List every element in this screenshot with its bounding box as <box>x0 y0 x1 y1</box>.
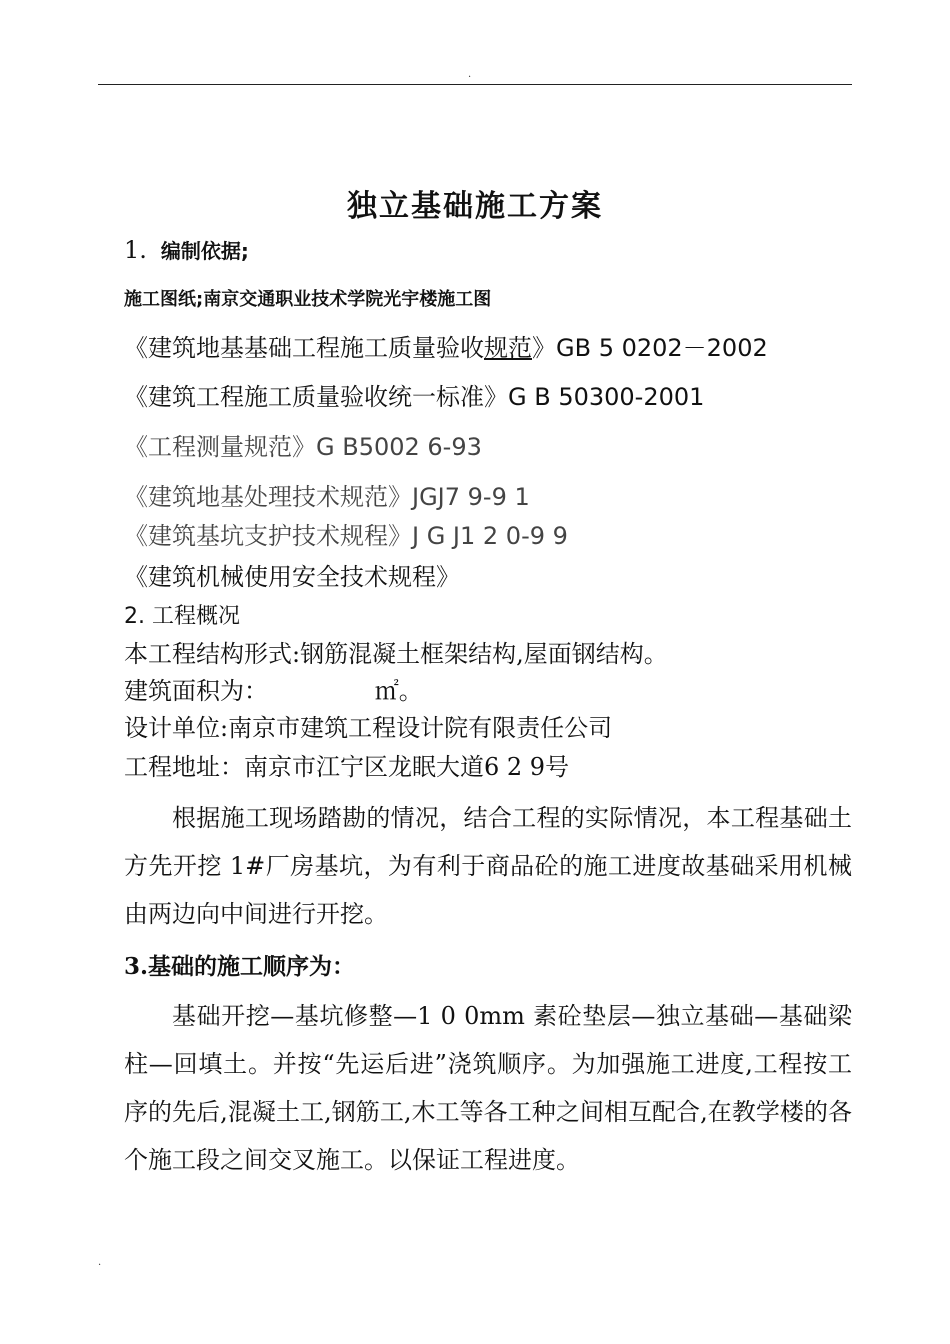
project-line: 设计单位:南京市建筑工程设计院有限责任公司 <box>124 714 613 742</box>
section-2-heading: 2. 工程概况 <box>124 604 240 629</box>
reference-code: JGJ7 9-9 1 <box>412 483 530 511</box>
header-dot: . <box>468 69 472 80</box>
reference-title: 《建筑基坑支护技术规程》 <box>124 522 412 550</box>
reference-item <box>124 482 530 512</box>
reference-item <box>124 333 768 363</box>
reference-title: 《建筑工程施工质量验收统一标准》 <box>124 383 508 411</box>
reference-item <box>124 432 482 462</box>
sequence-paragraph: 基础开挖—基坑修整—1 0 0mm 素砼垫层—独立基础—基础梁柱—回填土。并按“先运后进”浇筑顺序。为加强施工进度,工程按工序的先后,混凝土工,钢筋工,木工等各工种之间相互配合,在教学楼的各个施工段之间交叉施工。以保证工程进度。 <box>124 1002 852 1174</box>
section-1-label: 编制依据; <box>160 239 249 263</box>
project-line: 本工程结构形式:钢筋混凝土框架结构,屋面钢结构。 <box>124 640 668 668</box>
section-3-heading: 3.基础的施工顺序为： <box>124 953 356 980</box>
reference-title-suffix: 》 <box>532 334 556 362</box>
reference-title: 《工程测量规范》 <box>124 433 316 461</box>
reference-code: G B5002 6-93 <box>316 433 482 461</box>
footer-dot: . <box>98 1257 102 1268</box>
document-title: 独立基础施工方案 <box>347 189 603 224</box>
project-line: 工程地址：南京市江宁区龙眠大道6 2 9号 <box>124 753 570 781</box>
reference-title: 《建筑机械使用安全技术规程》 <box>124 563 460 591</box>
section-1-number: 1. <box>124 236 147 264</box>
drawings-line: 施工图纸;南京交通职业技术学院光宇楼施工图 <box>124 289 492 310</box>
reference-title: 《建筑地基基础工程施工质量验收 <box>124 334 484 362</box>
reference-title: 《建筑地基处理技术规范》 <box>124 483 412 511</box>
reference-code: GB 5 0202－2002 <box>556 334 768 362</box>
reference-code: J G J1 2 0-9 9 <box>412 522 568 550</box>
section-1-heading <box>124 235 249 267</box>
reference-item <box>124 521 568 551</box>
reference-item <box>124 562 460 592</box>
reference-code: G B 50300-2001 <box>508 383 705 411</box>
header-rule <box>98 84 852 85</box>
reference-item <box>124 382 704 412</box>
overview-paragraph: 根据施工现场踏勘的情况，结合工程的实际情况，本工程基础土方先开挖 1#厂房基坑，为有利于商品砼的施工进度故基础采用机械由两边向中间进行开挖。 <box>124 804 852 928</box>
reference-title-underlined: 规范 <box>484 334 532 362</box>
project-line: 建筑面积为： ㎡。 <box>124 677 423 705</box>
